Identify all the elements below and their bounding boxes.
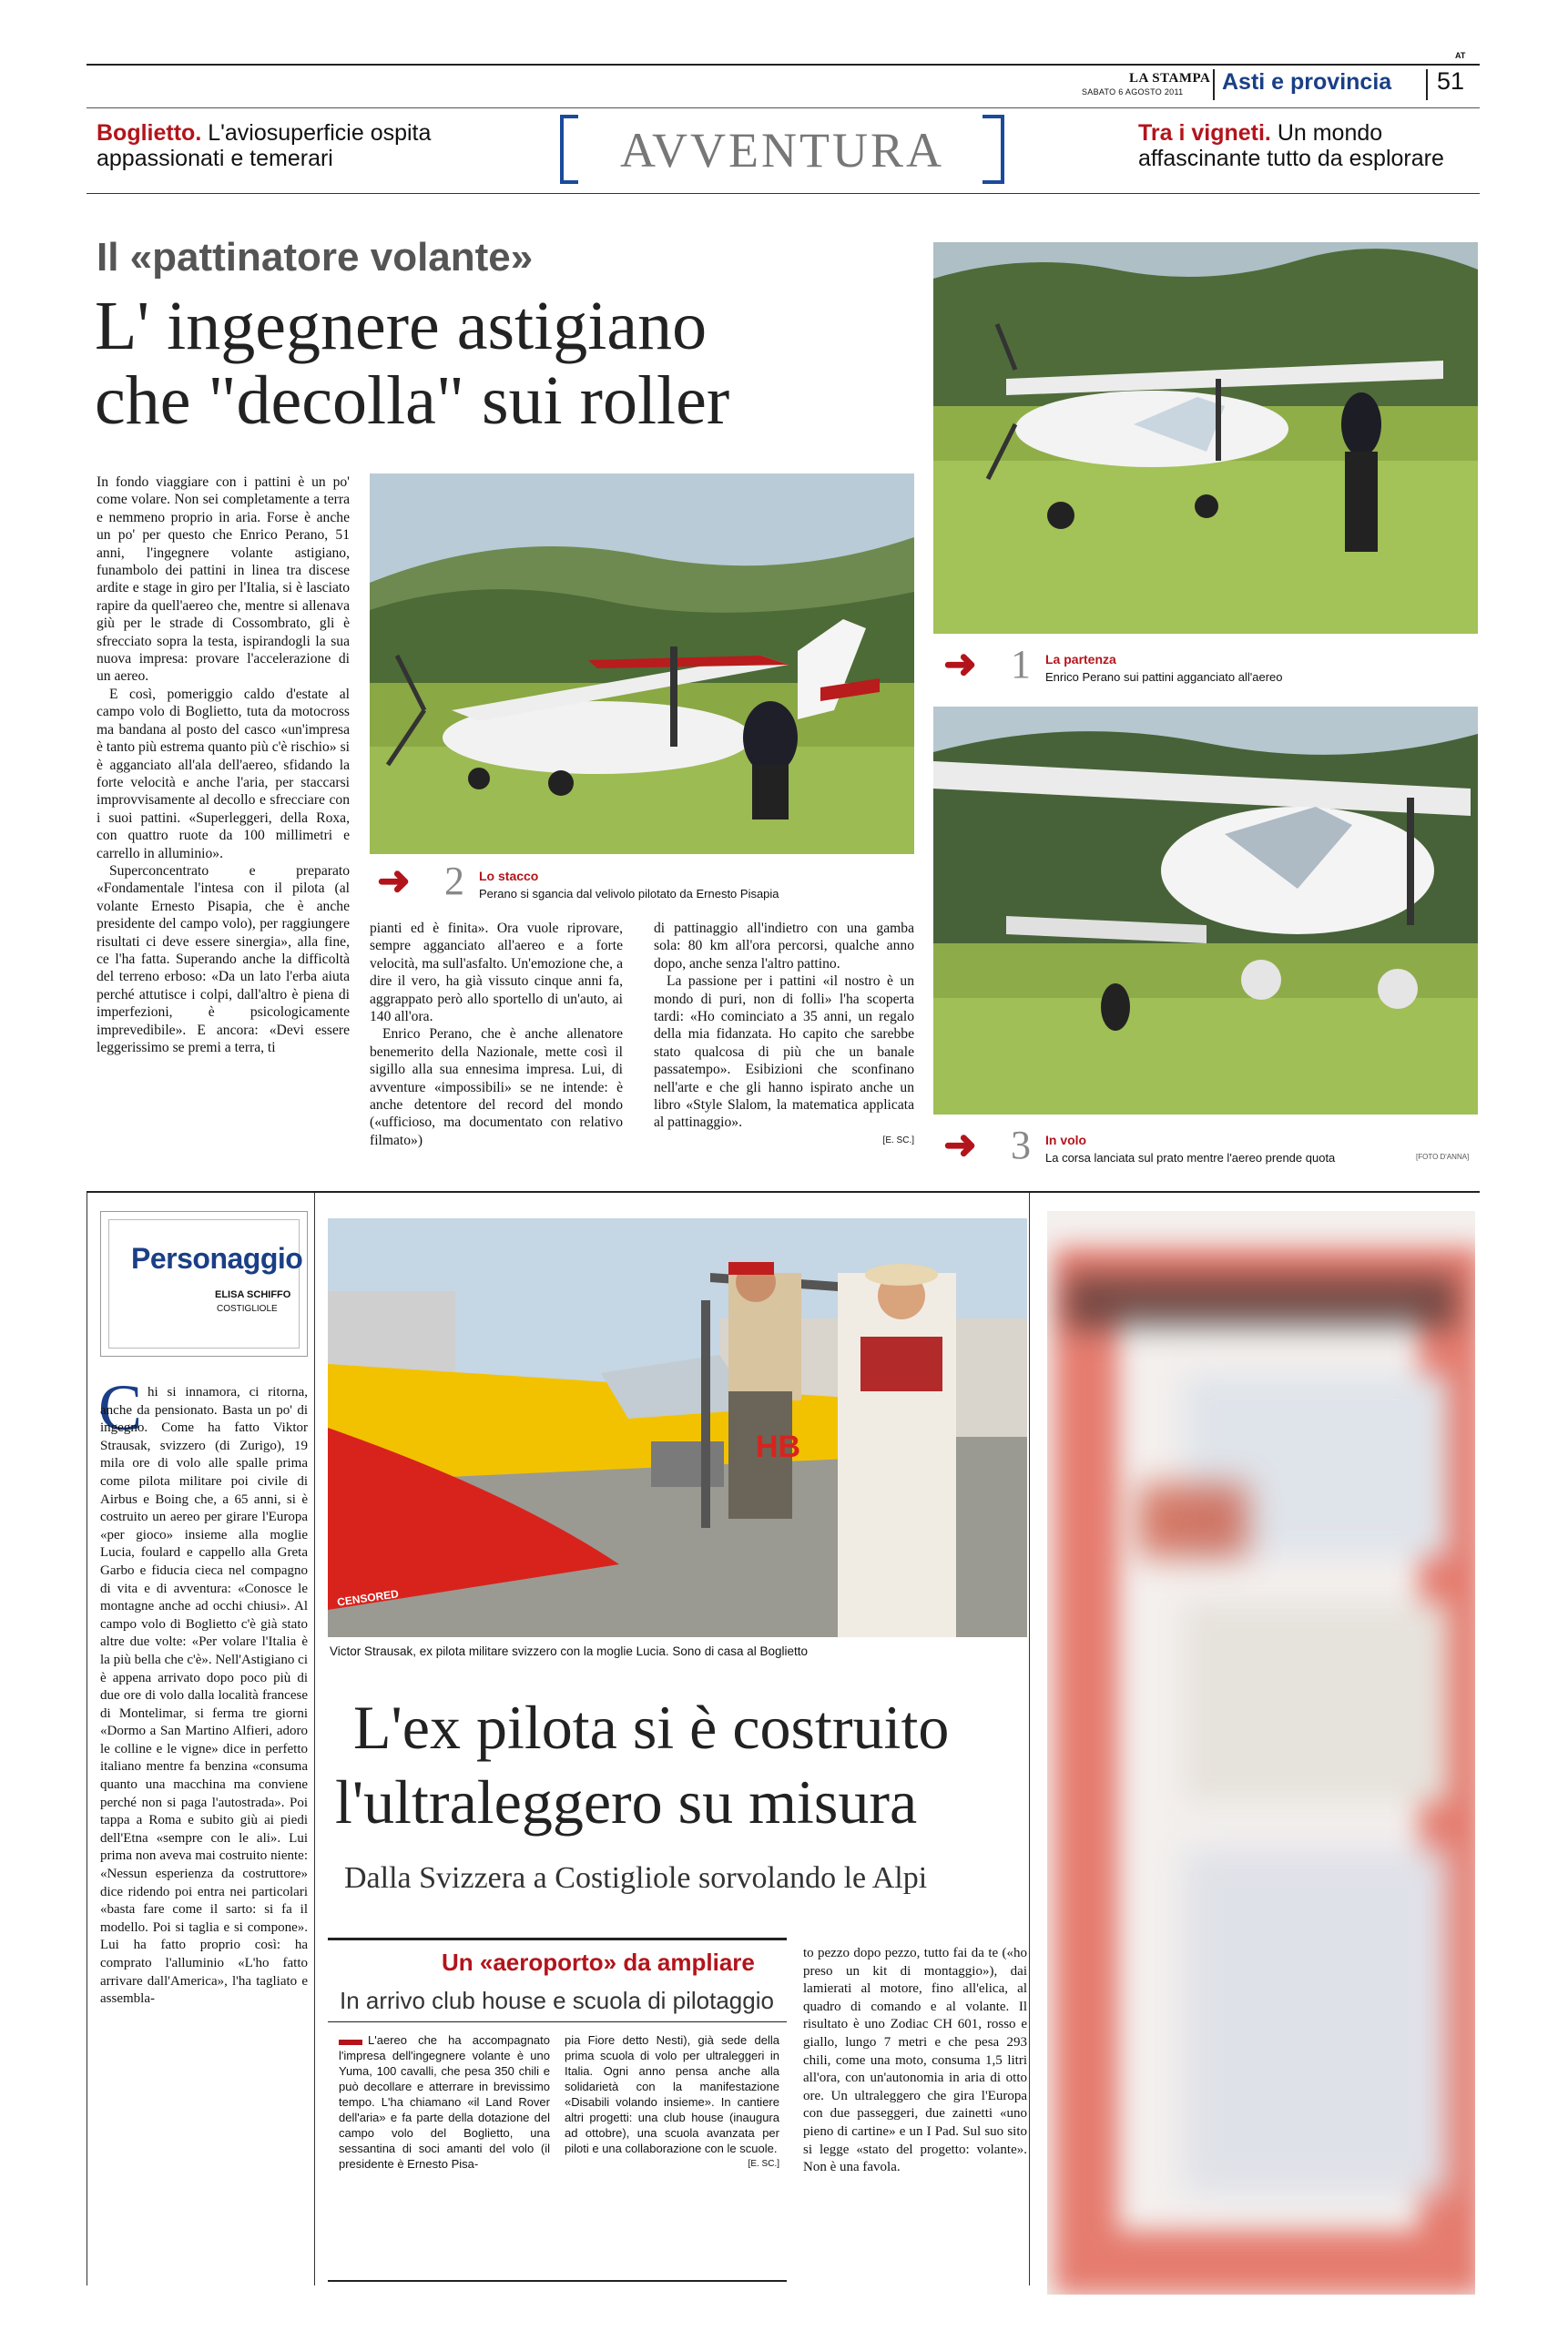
teaser-left-place: Boglietto. (97, 120, 202, 146)
personaggio-box-inner (108, 1219, 303, 1349)
story1-col2-p1: pianti ed è finita». Ora vuole riprovare, sempre agganciato all'aereo e a forte velocità, ma sull'asfalto. Un'emozione che, a dire il vero, ha già vissuto cinque anni fa, aggrappato però allo sportello di un'auto, ai 140 all'ora. (370, 921, 623, 1025)
story2-headline-1: L'ex pilota si è costruito (353, 1693, 950, 1762)
story2-headline-2: l'ultraleggero su misura (335, 1767, 918, 1837)
story1-col3-p1: di pattinaggio all'indietro con una gamba sola: 80 km all'ora percorsi, qualche anno dopo, anche senza l'altro pattino. (654, 921, 914, 972)
caption-title-1: La partenza (1045, 652, 1116, 667)
story1-col1-p2: E così, pomeriggio caldo d'estate al campo volo di Boglietto, tuta da motocross ma bandana al posto del casco «un'impresa è tanto più estrema quanto più c'è rischio» si è agganciato all'ala dell'aereo, sfidando la forte velocità e anche l'aria, per staccarsi improvvisamente al decollo e sfrecciare con i suoi pattini. «Superleggeri, della Roxa, con quattro ruote da 100 millimetri e carrello in alluminio». (97, 686, 350, 861)
section-label: AVVENTURA (619, 123, 944, 178)
blurred-advertisement (1047, 1211, 1475, 2295)
caption-text-1: Enrico Perano sui pattini agganciato all'aereo (1045, 670, 1283, 684)
section-label-frame-cap-left (560, 115, 578, 118)
caption-text-3: La corsa lanciata sul prato mentre l'aereo prende quota (1045, 1151, 1336, 1165)
dropcap: C (98, 1371, 143, 1444)
sidebar-title: Un «aeroporto» da ampliare (442, 1949, 755, 1976)
sidebar-subtitle: In arrivo club house e scuola di pilotaggio (340, 1987, 774, 2014)
sidebar-column-2 (565, 2032, 779, 2172)
teaser-right-place: Tra i vigneti. (1138, 120, 1271, 146)
story2-column-last: to pezzo dopo pezzo, tutto fai da te («ho preso un kit di montaggio»), dai lamierati al motore, fino all'elica, al quadro di comando e al volante. Il risultato è uno Zodiac CH 601, rosso e giallo, lungo 7 metri e che pesa 293 chili, come una moto, consuma 1,5 litri all'ora, con un'autonomia in aria di otto ore. Un ultraleggero che gira l'Europa con due passeggeri, due zainetti «uno pieno di cartine» e un I Pad. Sul suo sito si legge «stato del progetto: volante». Non è una favola. (803, 1946, 1027, 2175)
story2-photo-caption: Victor Strausak, ex pilota militare svizzero con la moglie Lucia. Sono di casa al Boglietto (330, 1644, 809, 1658)
column-rule-ad (1029, 1193, 1030, 2285)
section-label-frame-cap-right (983, 115, 1001, 118)
ad-blur-bar (1065, 1275, 1457, 1329)
story-separator (87, 1191, 1480, 1193)
story2-column-1: hi si innamora, ci ritorna, anche da pensionato. Basta un po' di ingegno. Come ha fatto Viktor Strausak, svizzero (di Zurigo), 19 mila ore di volo alle spalle prima come pilota militare poi civile di Airbus e Boing che, a 65 anni, si è costruito un aereo per girare l'Europa «per gioco» insieme alla moglie Lucia, foulard e cappello alla Greta Garbo e fiducia cieca nel compagno di vita e di avventura: «Conosce le montagne anche ad occhi chiusi». Al campo volo di Boglietto c'è già stato altre due volte: «Per volare l'Italia è la più bella che c'è». Nell'Astigiano ci è appena arrivato dopo poco più di due ore di volo dalla località francese di Montelimar, si ferma tre giorni «Dormo a San Martino Alfieri, adoro le colline e le vigne» dice in perfetto italiano mentre fa benzina «consuma quanto una macchina ma conviene perché non si paga l'autostrada». Poi tappa a Roma e subito giù ai piedi dell'Etna «sempre con le ali». Lui prima non aveva mai costruito niente: «Nessun esperienza da costruttore» dice ridendo poi entra nei particolari «basta fare come il sarto: si fa il modello. Poi si taglia e si compone». Lui ha fatto proprio così: ha comprato l'alluminio «L'ho fatto arrivare dall'America», l'ha tagliato e assembla- (100, 1385, 308, 2007)
photo-lo-stacco (370, 473, 914, 854)
caption-text-2: Perano si sgancia dal velivolo pilotato da Ernesto Pisapia (479, 887, 779, 901)
personaggio-box (100, 1211, 308, 1357)
masthead: LA STAMPA (1129, 71, 1211, 86)
column-rule-story2 (314, 1193, 315, 2285)
teaser-right-text: Un mondo affascinante tutto da esplorare (1138, 120, 1444, 171)
issue-date: SABATO 6 AGOSTO 2011 (1082, 87, 1184, 97)
personaggio-place: COSTIGLIOLE (217, 1304, 278, 1314)
story1-col1-p1: In fondo viaggiare con i pattini è un po' come volare. Non sei completamente a terra e nemmeno proprio in aria. Forse è anche un po' per questo che Enrico Perano, 51 anni, l'ingegnere volante astigiano, funambolo dei pattini in linea tra discese ardite e stage in giro per l'Italia, si è lasciato rapire da quell'aereo che, mentre si allenava giù per le strade di Cossombrato, gli è sfrecciato sopra la testa, ispirandogli la sua nuova impresa: provare l'accelerazione di un aereo. (97, 474, 350, 685)
story1-column-1 (97, 473, 350, 1056)
story2-subhead: Dalla Svizzera a Costigliole sorvolando le Alpi (344, 1861, 928, 1895)
plane-registration: HB (756, 1430, 801, 1464)
ad-blur-block-2 (1184, 1603, 1448, 1803)
caption-arrow-3: ➜ (943, 1123, 977, 1167)
story1-signature: [E. SC.] (882, 1135, 914, 1145)
caption-arrow-2: ➜ (377, 859, 411, 903)
photo-strausak-couple (328, 1218, 1027, 1637)
caption-title-2: Lo stacco (479, 869, 539, 883)
caption-number-2: 2 (444, 859, 464, 903)
section-label-frame-cap-left-b (560, 180, 578, 184)
personaggio-label: Personaggio (131, 1242, 303, 1275)
story1-headline-1: L' ingegnere astigiano (95, 288, 708, 364)
sidebar-box-bottom (328, 2280, 787, 2282)
header-rule (87, 64, 1480, 66)
story1-column-2 (370, 920, 623, 1149)
personaggio-author: ELISA SCHIFFO (215, 1289, 291, 1300)
section-title: Asti e provincia (1222, 69, 1392, 95)
sidebar-box-top (328, 1938, 787, 1940)
teaser-left[interactable] (97, 120, 515, 171)
sidebar-signature: [E. SC.] (748, 2159, 779, 2169)
caption-number-1: 1 (1011, 642, 1031, 687)
header-divider (1213, 69, 1215, 100)
page-number: 51 (1437, 67, 1465, 95)
story1-col1-p3: Superconcentrato e preparato «Fondamentale l'intesa con il pilota (al volante Ernesto Pisapia, che è anche presidente del campo volo), per raggiungere risultati ci deve essere sinergia», alla fine, ce l'ha fatta. Superando anche la difficoltà del terreno erboso: «Da un lato l'erba aiuta perché attutisce i colpi, dall'altro è piena di imperfezioni, è psicologicamente imprevedibile». E ancora: «Devi essere leggerissimo se premi a terra, ti (97, 862, 350, 1055)
section-label-frame-cap-right-b (983, 180, 1001, 184)
teaser-rule (87, 193, 1480, 194)
photo-credit: [FOTO D'ANNA] (1416, 1153, 1470, 1161)
ad-blur-block-3 (1184, 1848, 1448, 2194)
ad-blur-spot (1138, 1484, 1247, 1557)
sidebar-box-mid (328, 2021, 787, 2022)
story1-col3-p2: La passione per i pattini «il nostro è un mondo di puri, non di folli» l'ha scoperta tardi: «Ho cominciato a 35 anni, un regalo della mia fidanzata. Ho capito che sarebbe stato qualcosa di più che un banale passatempo». Esibizioni che sconfinano nell'arte e che gli hanno ispirato anche un libro «Style Slalom, la matematica applicata al pattinaggio». (654, 973, 914, 1131)
photo-in-volo (933, 707, 1478, 1115)
story1-kicker: Il «pattinatore volante» (97, 235, 534, 280)
sidebar-column-2-text: pia Fiore detto Nesti), già sede della prima scuola di volo per ultraleggeri in Italia. Ogni anno pensa anche alla solidarietà con la manifestazione «Disabili volando insieme». In cantiere altri progetti: una club house (inaugura ad ottobre), una scuola avanzata per piloti e una collaborazione con le scuole. (565, 2033, 779, 2155)
photo-la-partenza (933, 242, 1478, 634)
caption-title-3: In volo (1045, 1133, 1087, 1147)
header-rule-bottom (87, 107, 1480, 108)
teaser-right[interactable] (1138, 120, 1484, 171)
story1-col2-p2: Enrico Perano, che è anche allenatore benemerito della Nazionale, mette così il sigillo alla sua ennesima impresa. Lui, di avventure «impossibili» se ne intende: è anche detentore del record del mondo («ufficioso, ma documentato con relativo filmato») (370, 1026, 623, 1148)
sidebar-column-1: L'aereo che ha accompagnato l'impresa dell'ingegnere volante è uno Yuma, 100 cavalli, che pesa 350 chili e può decollare e atterrare in brevissimo tempo. L'ha chiamano «il Land Rover dell'aria» e fa parte della dotazione del campo volo del Boglietto, una sessantina di soci amanti del volo (il presidente è Ernesto Pisa- (339, 2033, 550, 2171)
story1-column-3 (654, 920, 914, 1149)
teaser-left-text: L'aviosuperficie ospita appassionati e temerari (97, 120, 432, 171)
caption-arrow-1: ➜ (943, 642, 977, 687)
caption-number-3: 3 (1011, 1123, 1031, 1167)
plane-brand: CENSORED (336, 1587, 400, 1609)
story1-headline-2: che "decolla" sui roller (95, 362, 730, 439)
header-divider-2 (1426, 69, 1428, 100)
corner-tag: AT (1455, 51, 1466, 60)
